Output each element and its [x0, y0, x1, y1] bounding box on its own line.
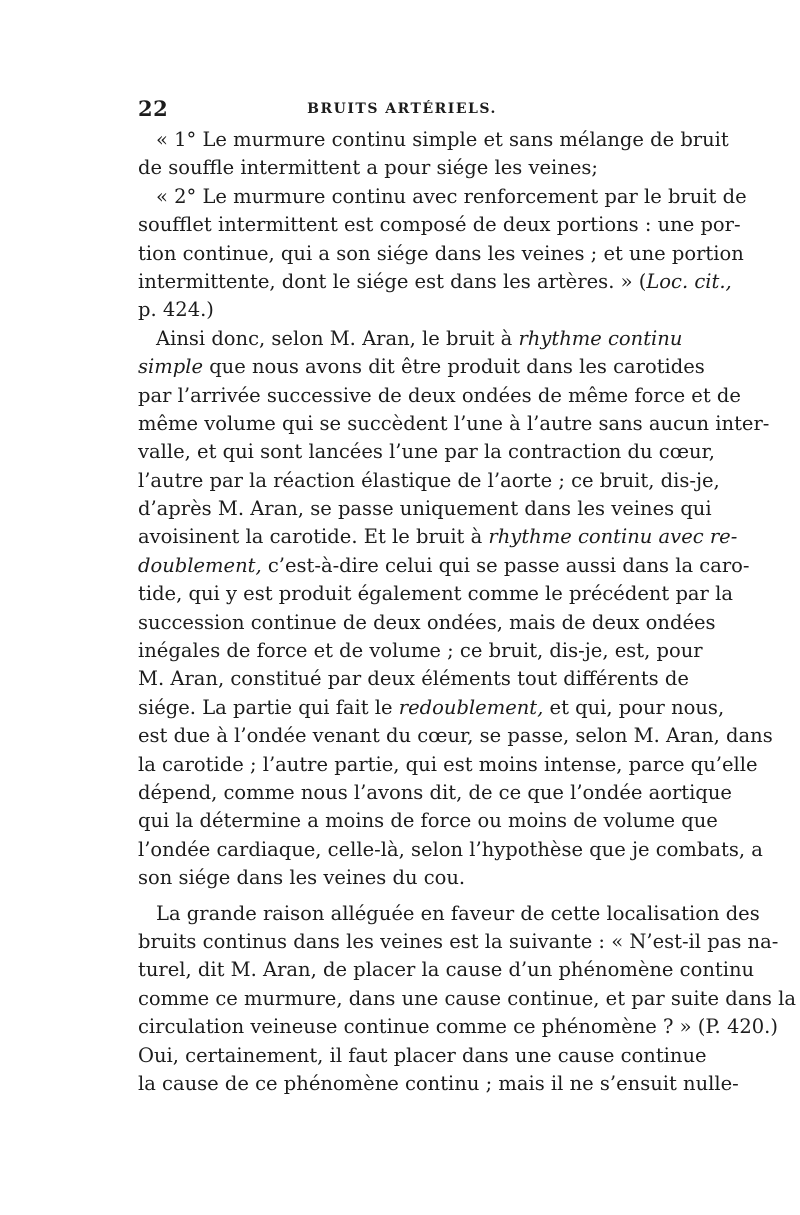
text-line: la carotide ; l’autre partie, qui est moins intense, parce qu’elle — [138, 752, 758, 776]
running-title: BRUITS ARTÉRIELS. — [307, 101, 497, 117]
text-line: circulation veineuse continue comme ce phénomène ? » (P. 420.) — [138, 1015, 778, 1039]
text-run: avoisinent la carotide. Et le bruit à — [138, 525, 489, 549]
italic-run: Loc. cit., — [646, 269, 732, 293]
text-line: La grande raison alléguée en faveur de cette localisation des — [156, 901, 760, 925]
text-line: dépend, comme nous l’avons dit, de ce que l’ondée aortique — [138, 780, 732, 804]
text-line: d’après M. Aran, se passe uniquement dans les veines qui — [138, 497, 712, 521]
italic-run: rhythme continu avec re- — [488, 525, 738, 549]
text-line: succession continue de deux ondées, mais de deux ondées — [138, 610, 716, 634]
text-line: M. Aran, constitué par deux éléments tout différents de — [138, 667, 689, 691]
text-line: comme ce murmure, dans une cause continue, et par suite dans la — [138, 986, 796, 1010]
text-line: « 1° Le murmure continu simple et sans mélange de bruit — [156, 128, 729, 151]
text-line: p. 424.) — [138, 298, 214, 322]
text-line — [138, 268, 732, 296]
body-text — [138, 126, 796, 1098]
text-run: c’est-à-dire celui qui se passe aussi dans la caro- — [261, 553, 750, 577]
text-line — [138, 552, 750, 580]
page-header — [138, 96, 666, 126]
text-line: « 2° Le murmure continu avec renforcement par le bruit de — [156, 184, 747, 208]
text-run: intermittente, dont le siége est dans les artères. » ( — [138, 269, 647, 293]
text-line: inégales de force et de volume ; ce bruit, dis-je, est, pour — [138, 639, 703, 663]
italic-run: simple — [138, 355, 203, 379]
text-line — [138, 523, 738, 551]
text-run: siége. La partie qui fait le — [138, 695, 399, 719]
text-line: par l’arrivée successive de deux ondées de même force et de — [138, 383, 741, 407]
text-line: de souffle intermittent a pour siége les veines; — [138, 156, 598, 180]
text-line: l’autre par la réaction élastique de l’aorte ; ce bruit, dis-je, — [138, 468, 720, 492]
text-line — [138, 694, 725, 722]
page-number: 22 — [138, 96, 169, 121]
italic-run: redoublement, — [398, 695, 544, 719]
text-line: tion continue, qui a son siége dans les veines ; et une portion — [138, 241, 744, 265]
text-line: turel, dit M. Aran, de placer la cause d’un phénomène continu — [138, 958, 755, 982]
text-line: la cause de ce phénomène continu ; mais il ne s’ensuit nulle- — [138, 1071, 739, 1095]
text-run: et qui, pour nous, — [543, 695, 725, 719]
text-line: qui la détermine a moins de force ou moins de volume que — [138, 809, 718, 833]
text-line — [138, 325, 683, 353]
text-line: Oui, certainement, il faut placer dans une cause continue — [138, 1043, 707, 1067]
text-line: même volume qui se succèdent l’une à l’autre sans aucun inter- — [138, 411, 770, 435]
text-line: tide, qui y est produit également comme le précédent par la — [138, 582, 733, 606]
text-line: soufflet intermittent est composé de deux portions : une por- — [138, 213, 741, 237]
text-line: son siége dans les veines du cou. — [138, 866, 466, 890]
text-line: bruits continus dans les veines est la suivante : « N’est-il pas na- — [138, 929, 779, 953]
italic-run: doublement, — [138, 553, 262, 577]
text-line: valle, et qui sont lancées l’une par la contraction du cœur, — [138, 440, 715, 464]
text-line: est due à l’ondée venant du cœur, se passe, selon M. Aran, dans — [138, 724, 773, 748]
text-line: l’ondée cardiaque, celle-là, selon l’hypothèse que je combats, a — [138, 837, 763, 861]
text-run: Ainsi donc, selon M. Aran, le bruit à — [156, 326, 519, 350]
text-line — [138, 353, 705, 381]
italic-run: rhythme continu — [518, 326, 683, 350]
text-run: que nous avons dit être produit dans les carotides — [203, 355, 705, 379]
